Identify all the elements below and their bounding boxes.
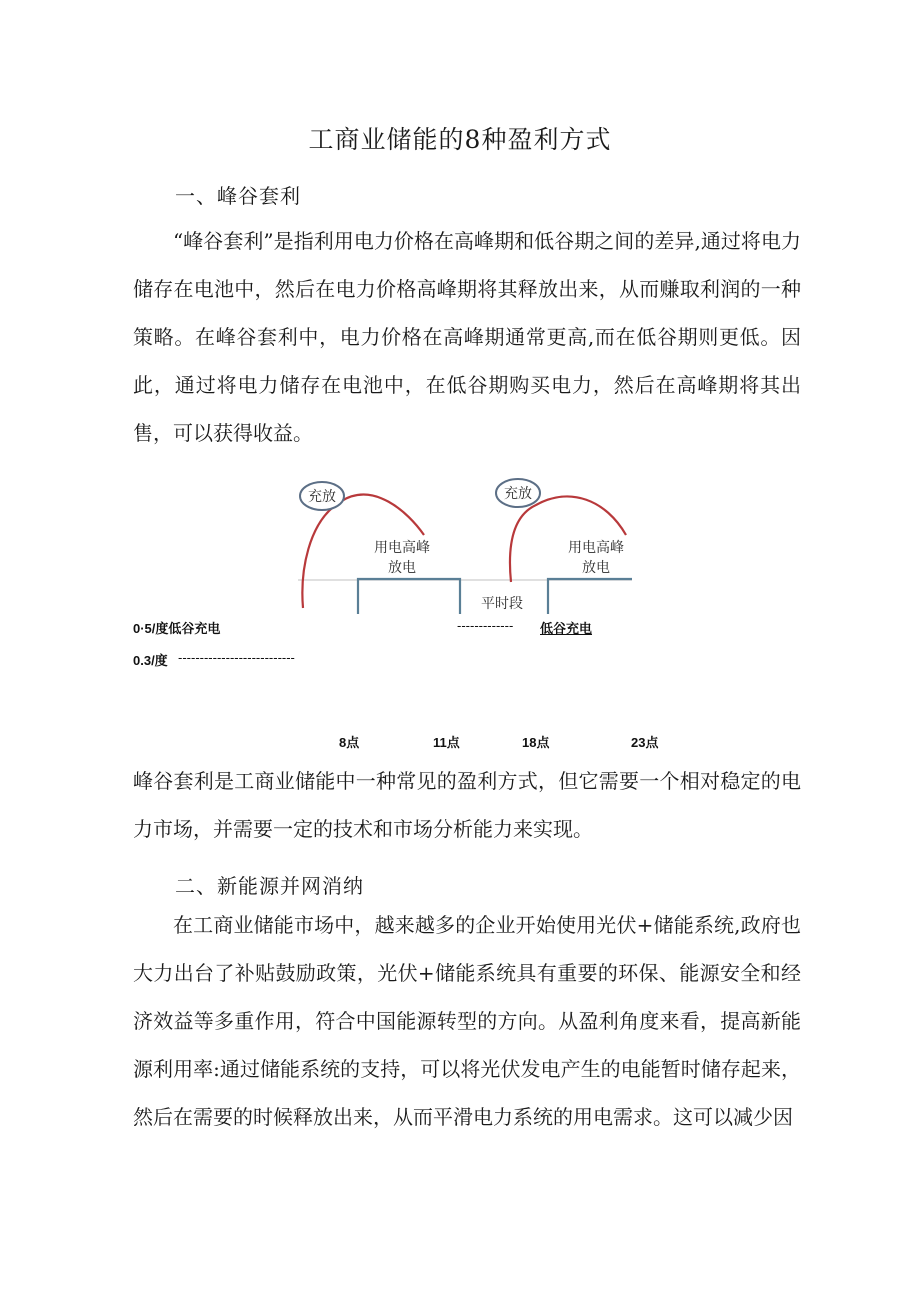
paragraph-peak-valley-summary	[133, 757, 801, 853]
time-tick-18: 18点	[522, 735, 550, 750]
paragraph-text: 在工商业储能市场中，越来越多的企业开始使用光伏+储能系统,政府也大力出台了补贴鼓励政策，光伏+储能系统具有重要的环保、能源安全和经济效益等多重作用，符合中国能源转型的方向。从盈利角度来看，提高新能源利用率:通过储能系统的支持，可以将光伏发电产生的电能暂时储存起来，然后在需要的时候释放出来，从而平滑电力系统的用电需求。这可以减少因	[133, 913, 801, 1129]
diagram-svg	[298, 472, 632, 614]
paragraph-peak-valley-intro	[133, 217, 801, 457]
peak-block-right	[548, 579, 632, 614]
peak-label-right-line2: 放电	[582, 560, 610, 576]
time-tick-11: 11点	[433, 735, 460, 750]
price-label-low: 0.3/度	[133, 653, 168, 668]
peak-label-left-line1: 用电高峰	[374, 540, 430, 556]
paragraph-text: 峰谷套利是工商业储能中一种常见的盈利方式，但它需要一个相对稳定的电力市场，并需要一定的技术和市场分析能力来实现。	[133, 769, 801, 841]
paragraph-text: “峰谷套利”是指利用电力价格在高峰期和低谷期之间的差异,通过将电力储存在电池中，然后在电力价格高峰期将其释放出来，从而赚取利润的一种策略。在峰谷套利中，电力价格在高峰期通常更高,而在低谷期则更低。因此，通过将电力储存在电池中，在低谷期购买电力，然后在高峰期将其出售，可以获得收益。	[133, 229, 801, 445]
flat-period-label: 平时段	[481, 596, 523, 612]
peak-valley-diagram	[298, 472, 632, 614]
section-heading-grid-integration: 二、新能源并网消纳	[175, 874, 364, 898]
dashed-guide-right: -------------	[457, 618, 514, 633]
peak-label-right-line1: 用电高峰	[568, 540, 624, 556]
charge-discharge-label-left: 充放	[308, 489, 336, 505]
section-heading-peak-valley: 一、峰谷套利	[175, 184, 301, 208]
dashed-guide-left: ---------------------------	[178, 650, 295, 665]
peak-block-left	[358, 579, 460, 614]
paragraph-grid-integration	[133, 901, 801, 1141]
document-title: 工商业储能的8种盈利方式	[308, 125, 612, 154]
valley-charge-label-right: 低谷充电	[540, 621, 593, 636]
time-tick-8: 8点	[339, 735, 360, 750]
time-tick-23: 23点	[631, 735, 659, 750]
peak-label-left-line2: 放电	[388, 560, 416, 576]
price-label-high: 0·5/度低谷充电	[133, 621, 221, 636]
charge-discharge-label-right: 充放	[504, 486, 532, 502]
